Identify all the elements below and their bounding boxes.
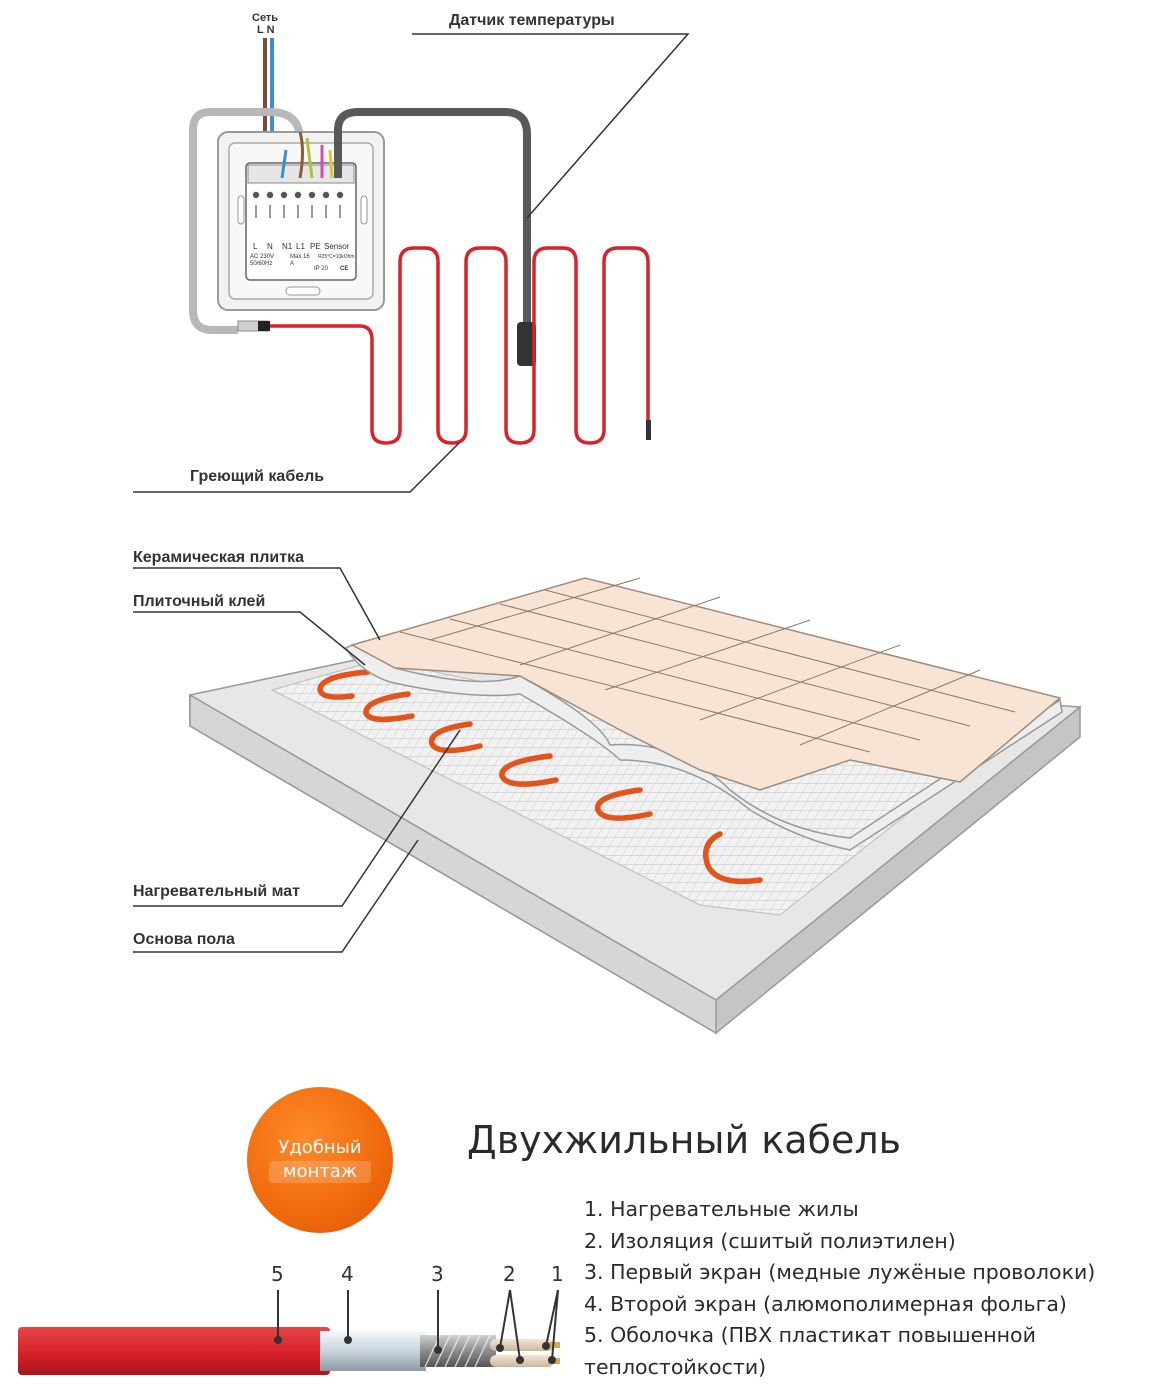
tile-glue-leader bbox=[133, 612, 365, 665]
cable-cutaway bbox=[18, 1290, 560, 1375]
rating-left: AC 230V 50/60Hz bbox=[250, 254, 275, 267]
terminal-label-l: L bbox=[253, 242, 258, 251]
heating-mat-label: Нагревательный мат bbox=[133, 883, 301, 900]
terminal-label-n1: N1 bbox=[282, 242, 293, 251]
ceramic-tile-label: Керамическая плитка bbox=[133, 549, 304, 566]
badge-line-2: монтаж bbox=[269, 1161, 371, 1183]
terminal-label-pe: PE bbox=[310, 242, 321, 251]
badge-line-1: Удобный bbox=[278, 1137, 362, 1158]
floor-layers-section bbox=[133, 568, 1080, 1033]
cable-legend bbox=[584, 1194, 1095, 1383]
ce-mark: CE bbox=[340, 266, 349, 272]
terminal-label-sensor: Sensor bbox=[324, 242, 350, 251]
legend-item-3: 3. Первый экран (медные лужёные проволоки) bbox=[584, 1260, 1096, 1284]
terminal-label-l1: L1 bbox=[296, 242, 305, 251]
network-label: Сеть bbox=[252, 12, 279, 24]
tile-glue-label: Плиточный клей bbox=[133, 593, 266, 610]
legend-item-1: 1. Нагревательные жилы bbox=[584, 1197, 859, 1221]
cable-number-4: 4 bbox=[341, 1262, 354, 1286]
cable-number-5: 5 bbox=[271, 1262, 284, 1286]
heating-cable-label: Греющий кабель bbox=[190, 468, 325, 485]
easy-install-badge bbox=[247, 1087, 393, 1233]
sensor-label: Датчик температуры bbox=[449, 12, 615, 29]
rating-mid: Max 16 A bbox=[290, 254, 310, 267]
cable-sheath bbox=[18, 1327, 330, 1375]
legend-item-5-cont: теплостойкости) bbox=[584, 1354, 767, 1379]
cable-foil bbox=[320, 1331, 426, 1371]
floor-base-label: Основа пола bbox=[133, 931, 235, 948]
cable-title: Двухжильный кабель bbox=[467, 1118, 902, 1162]
legend-item-5: 5. Оболочка (ПВХ пластикат повышенной bbox=[584, 1323, 1036, 1347]
cable-number-1: 1 bbox=[551, 1262, 564, 1286]
thermostat-section bbox=[133, 34, 688, 492]
sensor-spec: R25°C=10kOhm bbox=[318, 254, 355, 260]
legend-item-4: 4. Второй экран (алюмополимерная фольга) bbox=[584, 1291, 1067, 1316]
cable-number-2: 2 bbox=[503, 1262, 516, 1286]
network-wires-label: L N bbox=[257, 24, 275, 36]
cable-number-3: 3 bbox=[431, 1262, 444, 1286]
terminal-label-n: N bbox=[267, 242, 273, 251]
sensor-leader bbox=[412, 34, 688, 218]
ip-mark: IP 20 bbox=[314, 266, 328, 272]
legend-item-2: 2. Изоляция (сшитый полиэтилен) bbox=[584, 1228, 956, 1253]
